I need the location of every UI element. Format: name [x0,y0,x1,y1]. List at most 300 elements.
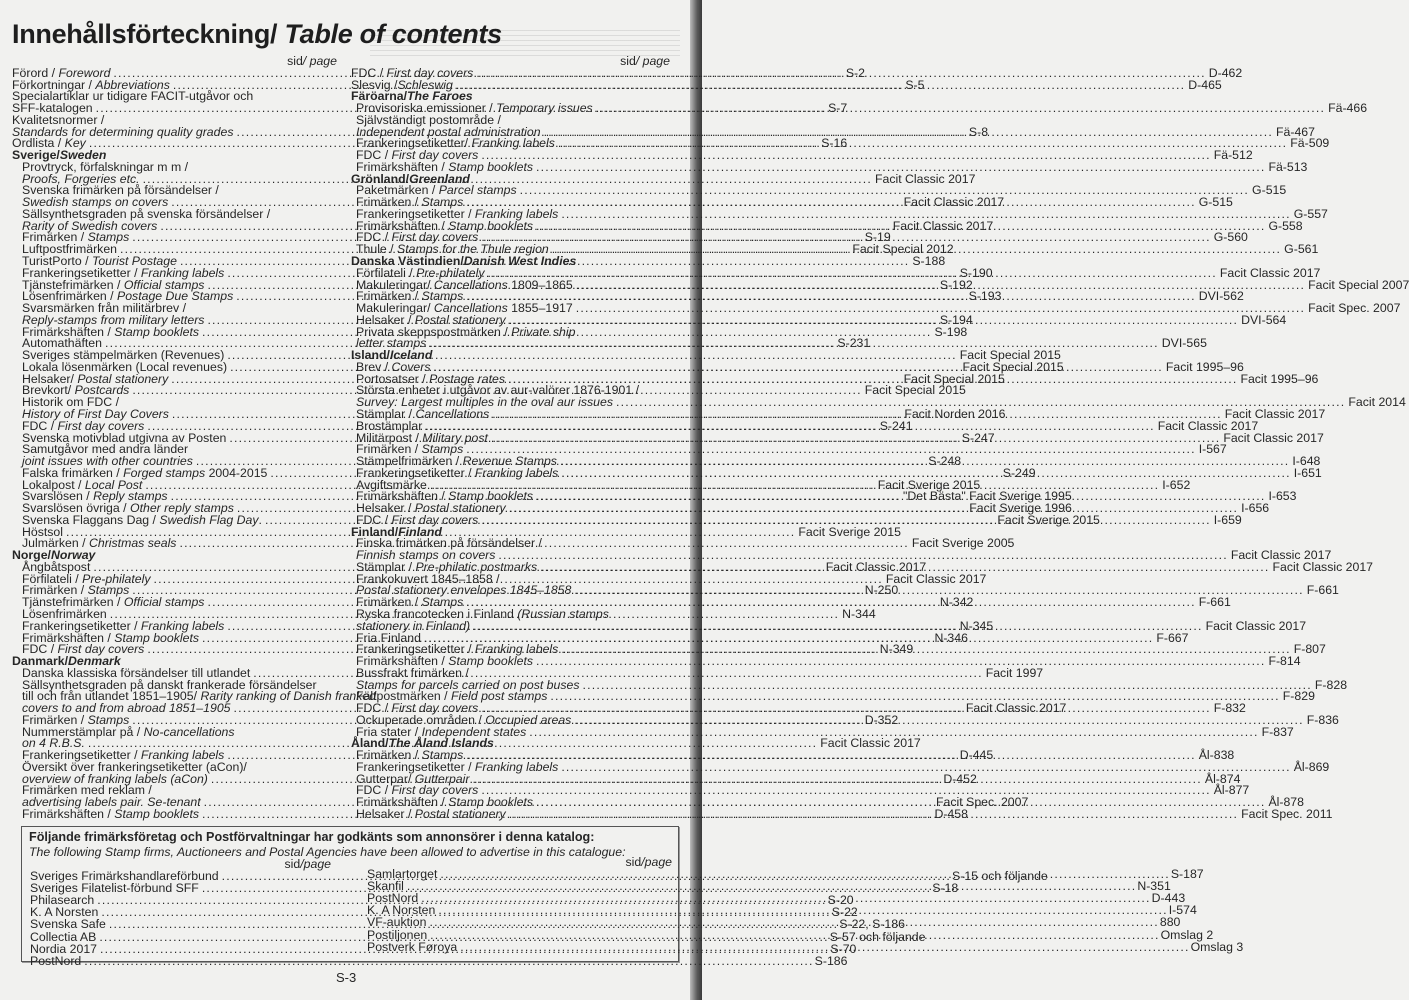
entry-page-reference: G-557 [1293,206,1328,221]
entry-title-swedish: Förfilateli / [356,265,417,280]
entry-title-swedish: Stämpelfrimärken / [356,454,463,469]
entry-title-english: Stamps [87,230,130,245]
entry-page-reference: Ål-838 [1198,748,1235,763]
entry-title-swedish: Frankeringsetiketter / [356,759,475,774]
entry-page-reference: G-515 [1198,195,1233,210]
entry-title-swedish: Frimärken / [356,748,422,763]
entry-title-swedish: Frankeringsetiketter / [356,642,475,657]
entry-page-reference: Facit Special 2012 [852,242,954,257]
entry-page-reference: I-652 [1162,477,1191,492]
entry-title-english: Swedish Flag Day [159,512,259,527]
entry-title-english: Postage Due Stamps [117,289,234,304]
entry-page-reference: F-661 [1198,595,1231,610]
entry-title-swedish: Förkortningar / [12,77,96,92]
entry-page-reference: Facit Special 2015 [962,359,1064,374]
entry-title-swedish: Thule / [356,242,398,257]
entry-title-swedish: FDC / [356,512,392,527]
entry-title-swedish: Tjänstefrimärken / [22,595,124,610]
entry-title [22,809,199,821]
entry-page-reference: S-188 [912,254,946,269]
entry-title-english: Postal stationery [414,312,506,327]
entry-title-english: Stamps [421,442,464,457]
dot-leader [81,955,814,967]
entry-title-swedish: Förfilateli / [22,571,83,586]
page-label: / page [302,54,337,68]
entry-title-swedish: Provisoriska emissioner / [356,101,497,116]
entry-title-swedish: FDC / [22,418,58,433]
dot-leader [549,244,1284,256]
entry-title-swedish: till och från utlandet 1851–1905/ [22,689,201,704]
entry-page-reference: S-194 [939,312,973,327]
entry-page-reference: G-561 [1284,242,1319,257]
entry-title-swedish: PostNord [30,953,82,968]
entry-title-swedish: Frimärkshäften / [22,807,115,821]
entry-page-reference: Facit 1997 [985,665,1044,680]
entry-page-reference: S-15 och följande [952,869,1048,884]
entry-title-swedish: Ångbåtspost [22,559,91,574]
entry-title-swedish: Slesvig / [351,77,398,92]
entry-page-reference: N-344 [842,606,876,621]
entry-page-reference: Fä-467 [1276,124,1315,139]
entry-title-english: Franking labels [140,265,225,280]
entry-title-english: letter stamps [356,336,427,351]
dot-leader [427,929,1160,944]
section-heading-english: Greenland [409,171,470,186]
entry-page-reference: I-651 [1293,465,1322,480]
entry-page-reference: Facit Classic 2017 [1224,406,1326,421]
entry-title-swedish: Samutgåvor med andra länder [22,442,189,457]
entry-page-reference: S-16 [821,136,848,151]
entry-page-reference: I-653 [1268,489,1297,504]
entry-title-english: Stamps [421,748,464,763]
entry-title-swedish: Frimärken / [22,712,88,727]
entry-page-reference: I-648 [1292,454,1321,469]
entry-title-english: Stamp booklets [114,324,200,339]
entry-title-swedish: Helsaker / [356,501,415,516]
entry-page-reference: Facit Classic 2017 [1205,618,1307,633]
entry-title-swedish: Sveriges stämpelmärken (Revenues) [22,348,225,363]
entry-title-swedish: Höstsol [22,524,64,539]
entry-title-english: Reply-stamps from military letters [22,312,205,327]
entry-title-english: Stamps [421,289,464,304]
entry-title-english: Stamp booklets [448,489,534,504]
entry-page-reference: F-832 [1213,701,1246,716]
entry-title-english: First day covers [386,65,474,80]
dot-leader [526,727,1261,739]
entry-title-english: Franking labels [474,759,559,774]
entry-title-english: Stamp booklets [114,807,200,821]
entry-title-english: Franking labels [471,136,555,151]
entry-title-english: Official stamps [123,277,205,292]
entry-page-reference: Fä-509 [1290,136,1330,151]
entry-title-swedish: Luftpostfrimärken [22,242,118,257]
entry-title-swedish: Privata skeppspostmärken / [356,324,512,339]
entry-title-suffix: 2004-2015 [205,465,268,480]
entry-page-reference: F-837 [1261,724,1294,739]
entry-title-english: Proofs, Forgeries etc. [22,171,140,186]
entry-page-reference: S-248 [928,454,962,469]
entry-title-swedish: Brevkort/ [22,383,75,398]
entry-title-swedish: VF-auktion [367,915,427,930]
entry-title-swedish: Frimärken / [356,289,422,304]
entry-title-english: First day covers [391,148,479,163]
entry-page-reference: Fä-466 [1328,101,1368,116]
entry-title-swedish: Militärpost / [356,430,423,445]
entry-page-reference: F-829 [1282,689,1315,704]
entry-title-swedish: Julmärken / [22,536,89,551]
entry-title-swedish: PostNord [367,891,419,906]
entry-title-english: Christmas seals [88,536,177,551]
dot-leader [506,809,1241,821]
entry-title-swedish: Ockuperade områden / [356,712,486,727]
entry-page-reference: Facit Spec. 2011 [1241,807,1333,821]
entry-page-reference: N-346 [934,630,968,645]
page-label: /page [641,855,672,869]
entry-title-english: Reply stamps [93,489,168,504]
entry-page-reference: Ål-874 [1204,771,1241,786]
entry-title-swedish: Sveriges Filatelist-förbund SFF [30,881,199,896]
entry-title [356,809,506,821]
entry-title-swedish: Frankokuvert 1845–1858 / [356,571,500,586]
entry-title-swedish: Avgiftsmärke [356,477,427,492]
entry-title-swedish: Frimärkshäften / [356,159,449,174]
entry-title-swedish: Ryska francotecken i Finland [356,606,518,621]
entry-title-english: Covers [391,359,431,374]
entry-title-swedish: Svenska frimärken på försändelser / [22,183,219,198]
entry-title-swedish: FDC / [356,783,392,798]
entry-title-english: on 4 R.B.S. [22,736,85,751]
entry-title-swedish: Frimärkshäften / [356,489,449,504]
entry-page-reference: D-443 [1151,891,1186,906]
section-heading-english: Sweden [59,148,107,163]
section-heading-swedish: Danmark/ [12,654,69,669]
section-heading-swedish: Färöarna/ [351,89,408,104]
dot-leader [533,162,1268,174]
entry-title-english: Postage rates [429,371,506,386]
entry-title-english: First day covers [57,418,145,433]
entry-page-reference: Ål-869 [1293,759,1330,774]
entry-page-reference: Omslag 3 [1190,939,1244,954]
entry-page-reference: S-18 [932,881,959,896]
entry-page-reference: D-458 [934,807,968,821]
page-label: / page [635,54,670,68]
entry-page-reference: S-70 [830,941,857,956]
entry-title-swedish: Helsaker/ [22,371,78,386]
entry-page-reference: Facit Sverige 2015 [877,477,981,492]
entry-title-swedish: Makuleringar/ [356,301,434,316]
entry-page-reference: S-231 [837,336,871,351]
entry-title-english: Pre-philately [82,571,151,586]
entry-title-swedish: Svenska motivblad utgivna av Posten [22,430,227,445]
entry-title-english: Postcards [74,383,130,398]
entry-title-swedish: Nordia 2017 [30,941,97,956]
entry-title-swedish: Helsaker / [356,312,415,327]
entry-page-reference: Facit Special 2015 [864,383,966,398]
entry-page-reference: Facit Sverige 2015 [997,512,1100,527]
entry-page-reference: DVI-562 [1198,289,1244,304]
dot-leader [593,103,1328,115]
entry-title-english: History of First Day Covers [22,406,169,421]
entry-title-english: Revenue Stamps [462,454,557,469]
entry-title-english: Franking labels [474,206,559,221]
entry-title-suffix: 1855–1917 [507,301,573,316]
entry-title-swedish: Fria stater / [356,724,422,739]
entry-title-english: advertising labels pair. Se-tenant [22,795,201,810]
entry-page-reference: D-465 [1188,77,1222,92]
entry-page-reference: Facit Classic 2017 [903,195,1005,210]
entry-title-english: Stamps [87,583,130,598]
entry-page-reference: S-8 [968,124,989,139]
entry-title-english: Postal stationery [414,807,506,821]
entry-page-reference: Facit Special 2015 [959,348,1061,363]
title-english: Table of contents [284,19,502,49]
entry-page-reference: Facit Spec. 2007 [936,795,1029,810]
entry-title-english: First day covers [391,701,479,716]
entry-title-swedish: Automathäften [22,336,102,351]
entry-title-swedish: Förord / [12,65,59,80]
entry-title-english: Tourist Postage [91,254,177,269]
entry-page-reference: Facit Classic 2017 [1223,430,1324,445]
section-heading-english: Danish West Indies [463,254,577,269]
entry-title-english: Foreword [58,65,111,80]
entry-page-reference: D-445 [959,748,994,763]
entry-page-reference: Fä-512 [1213,148,1253,163]
page-label: /page [300,857,331,871]
entry-page-reference: Facit Classic 2017 [885,571,987,586]
section-heading-english: Iceland [389,348,433,363]
entry-title-swedish: FDC / [356,148,392,163]
entry-title-english: stationery in Finland) [356,618,471,633]
entry-title-english: Franking labels [140,618,225,633]
entry-page-reference: N-250 [864,583,899,598]
entry-title-english: Franking labels [474,465,559,480]
section-heading-english: The Faroes [407,89,473,104]
entry-title-swedish: Fria Finland [356,630,421,645]
entry-page-reference: S-249 [1002,465,1036,480]
sid-label: sid [625,855,642,869]
entry-page-reference: Facit Classic 2017 [1272,559,1373,574]
entry-title-swedish: Självständigt postområde / [356,112,501,127]
entry-title-english: Field post stamps [451,689,548,704]
entry-title-english: Cancellations [415,406,490,421]
entry-title-swedish: Frankeringsetiketter / [22,265,141,280]
entry-page-reference: Facit Spec. 2007 [1308,301,1401,316]
entry-title-swedish: Helsaker / [356,807,415,821]
sid-label: sid [287,54,303,68]
entry-title-swedish: Falska frimärken / [22,465,124,480]
entry-title-swedish: Lokalpost / [22,477,85,492]
entry-title-swedish: Brostämplar [356,418,423,433]
entry-page-reference: F-814 [1268,654,1301,669]
entry-page-reference: Facit Sverige 2005 [911,536,1015,551]
entry-title-swedish: Svenska Flaggans Dag / [22,512,160,527]
entry-page-reference: Facit Special 2015 [903,371,1005,386]
entry-title [367,941,457,953]
entry-page-reference: N-345 [959,618,994,633]
entry-page-reference: I-574 [1168,903,1197,918]
sid-label: sid [284,857,301,871]
entry-title-english: Stamps [421,195,464,210]
entry-page-reference: Fä-513 [1268,159,1308,174]
entry-title-swedish: Svarslösen övriga / [22,501,130,516]
entry-title-swedish: Sällsynthetsgraden på svenska försändelser / [22,206,271,221]
entry-title-swedish: Frankeringsetiketter / [22,748,141,763]
dot-leader [537,559,1272,574]
entry-page-reference: G-515 [1252,183,1287,198]
entry-page-reference: G-560 [1213,230,1248,245]
dot-leader [533,656,1268,668]
entry-title-english: Forged stamps [123,465,206,480]
entry-title-swedish: Frimärkshäften / [22,630,115,645]
entry-title-swedish: Frankeringsetiketter/ [356,136,472,151]
entry-title-swedish: Postverk Føroya [367,939,458,954]
entry-title-swedish: Största enheter i utgåvor av aur-valörer 1876-1901 / [356,383,639,398]
entry-title-swedish: Sveriges Frimärkshandlareförbund [30,869,219,884]
entry-title-swedish: Collectia AB [30,929,97,944]
entry-title-suffix: 1809–1865 [507,277,573,292]
entry-title-swedish: Svarslösen / [22,489,94,504]
entry-title-english: Independent postal administration [356,124,541,139]
entry-page-reference: S-2 [845,65,865,80]
section-heading-swedish: Island/ [351,348,390,363]
entry-title-english: First day covers [391,783,479,798]
entry-page-reference: S-57 och följande [829,929,926,944]
entry-page-reference: S-190 [959,265,993,280]
dot-leader [506,312,1241,327]
entry-page-reference: N-342 [939,595,974,610]
entry-title-swedish: FDC / [22,642,58,657]
entry-title-english: (Russian stamps [517,606,609,621]
entry-page-reference: Facit Classic 2017 [1230,548,1332,563]
entry-title-swedish: Makuleringar/ [356,277,434,292]
entry-page-reference: S-198 [934,324,968,339]
entry-title-english: Swedish stamps on covers [22,195,169,210]
section-heading-swedish: Grönland/ [351,171,410,186]
entry-page-reference: F-661 [1306,583,1339,598]
entry-page-reference: Facit Norden 2016 [904,406,1006,421]
entry-title-swedish: Lösenfrimärken [22,606,107,621]
entry-title-swedish: Frimärken / [22,583,88,598]
entry-title-swedish: FDC / [356,230,392,245]
entry-title-swedish: SFF-katalogen [12,101,93,116]
entry-title-swedish: K. A Norsten [30,905,99,920]
entry-page-reference: Omslag 2 [1160,927,1214,942]
entry-page-reference: Ål-878 [1268,795,1304,810]
entry-title-swedish: Paketmärken / [356,183,439,198]
entry-title-english: Schleswig [397,77,453,92]
page-number: S-3 [336,970,357,985]
entry-page-reference: D-462 [1208,65,1243,80]
entry-title-suffix: . [258,512,262,527]
entry-title-english: Temporary issues [496,101,593,116]
entry-title-swedish: Nummerstämplar på / [22,724,144,739]
entry-page-reference: F-807 [1293,642,1326,657]
entry-page-reference: Facit Classic 2017 [892,218,994,233]
entry-title-english: Rarity of Swedish covers [22,218,158,233]
entry-title-swedish: Ordlista / [12,136,65,151]
entry-title-english: Stamp booklets [448,218,534,233]
dot-leader [453,77,1188,92]
entry-page-reference: F-667 [1156,630,1189,645]
entry-title-english: Franking labels [140,748,225,763]
entry-page-reference: D-452 [943,771,977,786]
dot-leader [426,916,1159,932]
entry-page-reference: Ål-877 [1213,783,1250,798]
advertisers-heading: Följande frimärksföretag och Postförvaltningar har godkänts som annonsörer i denna katalog: [29,830,595,844]
entry-title-swedish: TuristPorto / [22,254,92,269]
entry-title-english: Stamp booklets [114,630,200,645]
entry-title-swedish: Provtryck, förfalskningar m m / [22,159,189,174]
entry-title-english: Stamps for the Thule region [397,242,549,257]
entry-page-reference: S-22, S-186 [839,917,905,932]
entry-title-swedish: Finska frimärken på försändelser / [356,536,542,551]
entry-title-english: Stamps for parcels carried on post buses [356,677,580,692]
entry-page-reference: F-828 [1314,677,1348,692]
entry-title-english: covers to and from abroad 1851–1905 [22,701,231,716]
section-heading-swedish: Åland/ [351,736,389,751]
entry-title-english: First day covers [391,512,479,527]
section-heading-english: Norway [50,548,96,563]
entry-title-english: Postal stationery envelopes 1845–1858 [356,583,572,598]
entry-page-reference: Facit Classic 2017 [1157,418,1259,433]
entry-title-english: Postal stationery [77,371,169,386]
entry-title-english: Finnish stamps on covers [356,548,496,563]
entry-title-english: Other reply stamps [130,501,234,516]
entry-title-swedish: FDC / [351,65,387,80]
entry-title-english: Stamps [421,595,464,610]
entry-title-english: Gutterpair [414,771,470,786]
entry-title-swedish: Gutterpar/ [356,771,415,786]
section-heading-swedish: Norge/ [12,548,51,563]
entry-title-swedish: K. A Norsten [367,903,436,918]
entry-title-english: Abbreviations [95,77,170,92]
entry-title-swedish: Danska klassiska försändelser till utlandet [22,665,251,680]
entry-page-reference: S-22 [831,905,858,920]
entry-title-swedish: Historik om FDC / [22,395,120,410]
entry-title-english: Occupied areas [485,712,572,727]
entry-page-reference: Facit Classic 2017 [820,736,921,751]
entry-title-english: No-cancellations [143,724,235,739]
entry-title-english: Military post [422,430,488,445]
entry-page-reference: Facit Classic 2017 [965,701,1067,716]
entry-title-swedish: Kvalitetsnormer / [12,112,105,127]
entry-title-swedish: Skanfil [367,879,404,894]
entry-title-swedish: Philasearch [30,893,95,908]
entry-page-reference: Facit Sverige 1996 [969,501,1072,516]
entry-title-english: Pre-philately [416,265,485,280]
sid-label: sid [620,54,636,68]
entry-title-swedish: Bussfrakt frimärken / [356,665,469,680]
entry-title-english: Stamp booklets [448,159,534,174]
entry-page-reference: N-349 [879,642,914,657]
entry-title-swedish: Specialartiklar ur tidigare FACIT-utgåvor och [12,89,254,104]
entry-title-english: Stamp booklets [448,795,534,810]
entry-page-reference: D-352 [864,712,899,727]
entry-title-english: Official stamps [123,595,205,610]
entry-title-swedish: Översikt över frankeringsetiketter (aCon)/ [22,759,247,774]
entry-title-english: First day covers [391,230,479,245]
entry-page-reference: N-351 [1137,879,1171,894]
entry-page-reference: "Det Bästa" Facit Sverige 1995 [903,489,1072,504]
entry-title-swedish: Frimärkshäften / [356,218,449,233]
entry-page-reference: S-186 [814,953,848,968]
entry-title-english: Cancellations [433,277,508,292]
entry-title-swedish: Frimärkshäften / [22,324,115,339]
entry-title-swedish: Frimärken / [356,595,422,610]
section-heading-swedish: Sverige/ [12,148,60,163]
entry-page-reference: Facit Classic 2017 [1219,265,1321,280]
entry-page-reference: S-19 [864,230,891,245]
